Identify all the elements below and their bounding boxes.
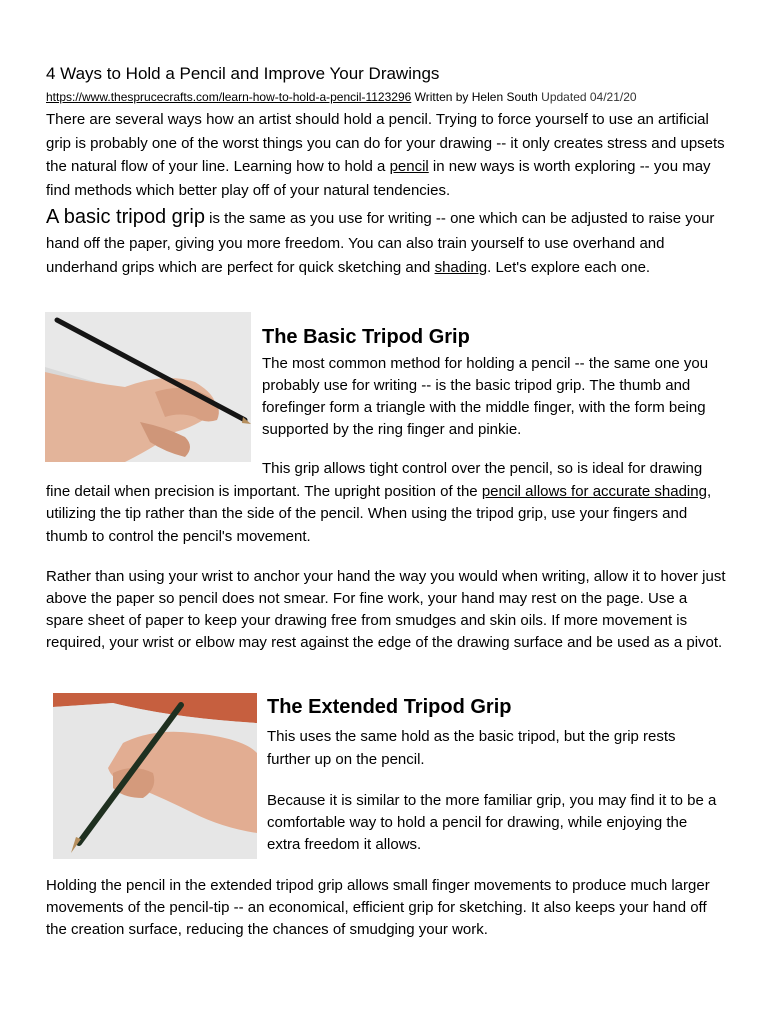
intro-p2-text-b: . Let's explore each one. bbox=[487, 259, 651, 276]
intro-paragraph-2 bbox=[46, 205, 726, 281]
basic-tripod-side-text: The most common method for holding a pencil -- the same one you probably use for writing -- is the basic tripod grip. The thumb and forefinger form a triangle with the middle finger, with the form being supported by the ring finger and pinkie. bbox=[262, 355, 709, 438]
basic-tripod-lead: A basic tripod grip bbox=[46, 206, 205, 228]
basic-tripod-paragraph-2: Rather than using your wrist to anchor your hand the way you would when writing, allow it to hover just above the paper so pencil does not smear. For fine work, your hand may rest on the page. Use a spare sheet of paper to keep your drawing free from smudges and skin oils. If more movement is required, your wrist or elbow may rest against the edge of the drawing surface and be used as a pivot. bbox=[46, 568, 726, 651]
basic-tripod-heading: The Basic Tripod Grip bbox=[262, 326, 470, 348]
extended-tripod-side-p1: This uses the same hold as the basic tripod, but the grip rests further up on the pencil. bbox=[267, 728, 676, 768]
updated-date: Updated 04/21/20 bbox=[541, 90, 637, 104]
extended-tripod-side-p2: Because it is similar to the more familiar grip, you may find it to be a comfortable way to hold a pencil for drawing, while enjoying the extra freedom it allows. bbox=[267, 792, 717, 853]
pencil-link[interactable]: pencil bbox=[389, 158, 429, 175]
basic-p1-text-b: , utilizing the tip rather than the side of the pencil. When using the tripod grip, use your fingers and thumb to control the pencil's movement. bbox=[46, 482, 712, 545]
extended-tripod-photo bbox=[53, 693, 257, 859]
basic-tripod-paragraph-1 bbox=[46, 458, 726, 548]
article-title: 4 Ways to Hold a Pencil and Improve Your Drawings bbox=[46, 64, 440, 83]
author: Written by Helen South bbox=[414, 90, 538, 104]
article-meta bbox=[46, 90, 637, 104]
basic-tripod-photo bbox=[45, 312, 251, 462]
intro-p1-text-b: in new ways is worth exploring -- you may find methods which better play off of your natural tendencies. bbox=[46, 158, 711, 199]
shading-link[interactable]: shading bbox=[434, 259, 488, 276]
intro-p2-text-a: is the same as you use for writing -- one which can be adjusted to raise your hand off the paper, giving you more freedom. You can also train yourself to use overhand and underhand grips which are perfect for quick sketching and bbox=[46, 210, 715, 276]
extended-tripod-heading: The Extended Tripod Grip bbox=[267, 696, 512, 718]
extended-tripod-paragraph-1: Holding the pencil in the extended tripod grip allows small finger movements to produce much larger movements of the pencil-tip -- an economical, efficient grip for sketching. It also keeps your hand off the creation surface, reducing the chances of smudging your work. bbox=[46, 877, 710, 938]
source-url-link[interactable]: https://www.thesprucecrafts.com/learn-how-to-hold-a-pencil-1123296 bbox=[46, 90, 412, 104]
intro-p1-text-a: There are several ways how an artist should hold a pencil. Trying to force yourself to use an artificial grip is probably one of the worst things you can do for your drawing -- it only creates stress and upsets the natural flow of your line. Learning how to hold a bbox=[46, 111, 725, 175]
intro-paragraph-1 bbox=[46, 108, 726, 202]
basic-p1-text-a: This grip allows tight control over the pencil, so is ideal for drawing fine detail when precision is important. The upright position of the bbox=[46, 460, 703, 500]
accurate-shading-link[interactable]: pencil allows for accurate shading bbox=[481, 482, 707, 500]
